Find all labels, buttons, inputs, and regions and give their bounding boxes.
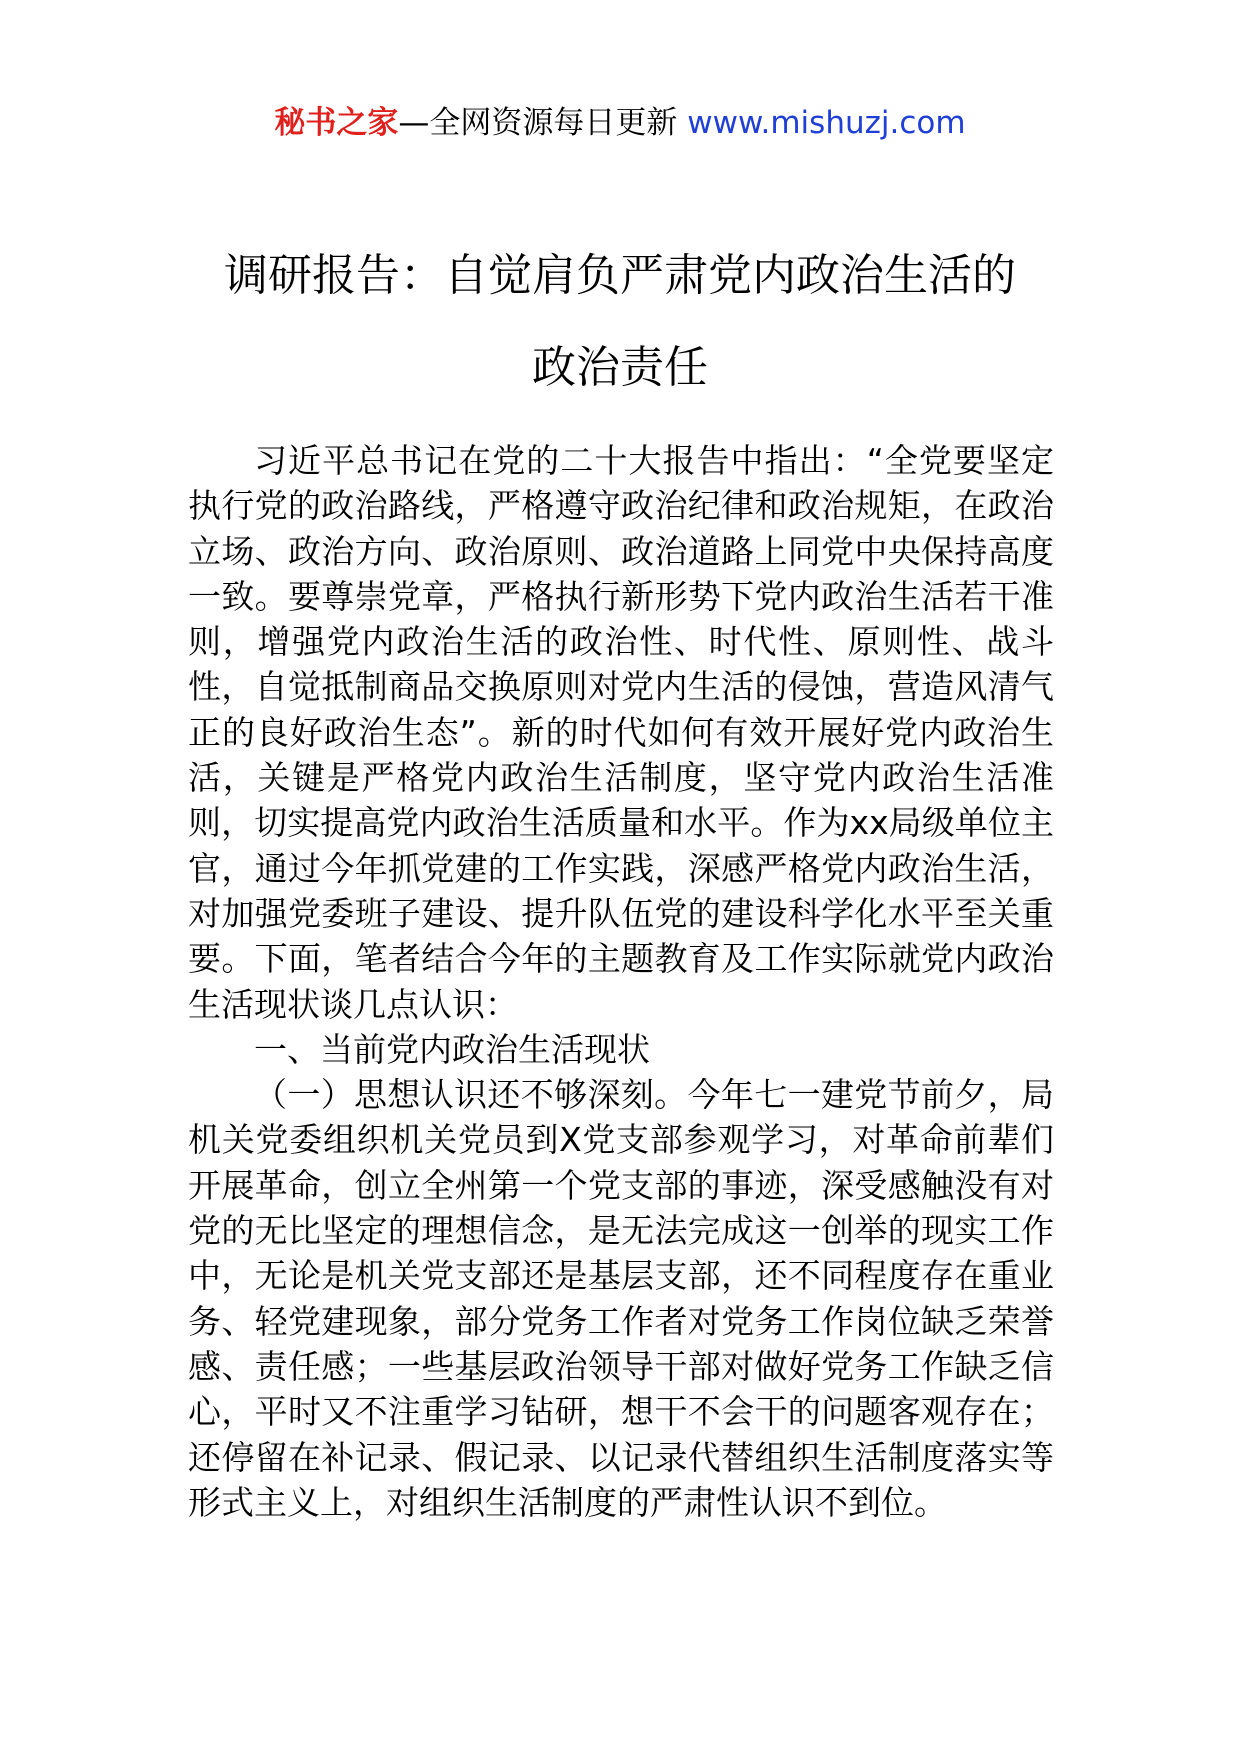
paragraph-intro: 习近平总书记在党的二十大报告中指出：“全党要坚定执行党的政治路线，严格遵守政治纪律和政治规矩，在政治立场、政治方向、政治原则、政治道路上同党中央保持高度一致。要尊崇党章，严格执行新形势下党内政治生活若干准则，增强党内政治生活的政治性、时代性、原则性、战斗性，自觉抵制商品交换原则对党内生活的侵蚀，营造风清气正的良好政治生态”。新的时代如何有效开展好党内政治生活，关键是严格党内政治生活制度，坚守党内政治生活准则，切实提高党内政治生活质量和水平。作为xx局级单位主官，通过今年抓党建的工作实践，深感严格党内政治生活，对加强党委班子建设、提升队伍党的建设科学化水平至关重要。下面，笔者结合今年的主题教育及工作实际就党内政治生活现状谈几点认识： bbox=[188, 441, 1054, 1024]
site-brand: 秘书之家 bbox=[274, 105, 399, 141]
section-heading-1: 一、当前党内政治生活现状 bbox=[254, 1029, 650, 1069]
document-body bbox=[188, 438, 1054, 1525]
document-title bbox=[180, 230, 1060, 414]
document-title-line-2: 政治责任 bbox=[532, 342, 708, 393]
paragraph-subsection-1: （一）思想认识还不够深刻。今年七一建党节前夕，局机关党委组织机关党员到X党支部参观学习，对革命前辈们开展革命，创立全州第一个党支部的事迹，深受感触没有对党的无比坚定的理想信念，是无法完成这一创举的现实工作中，无论是机关党支部还是基层支部，还不同程度存在重业务、轻党建现象，部分党务工作者对党务工作岗位缺乏荣誉感、责任感；一些基层政治领导干部对做好党务工作缺乏信心，平时又不注重学习钻研，想干不会干的问题客观存在；还停留在补记录、假记录、以记录代替组织生活制度落实等形式主义上，对组织生活制度的严肃性认识不到位。 bbox=[188, 1075, 1054, 1522]
site-tagline: —全网资源每日更新 bbox=[398, 105, 678, 141]
document-title-line-1: 调研报告：自觉肩负严肃党内政治生活的 bbox=[224, 250, 1016, 301]
site-url-link[interactable]: www.mishuzj.com bbox=[687, 105, 966, 141]
site-header bbox=[0, 98, 1240, 148]
